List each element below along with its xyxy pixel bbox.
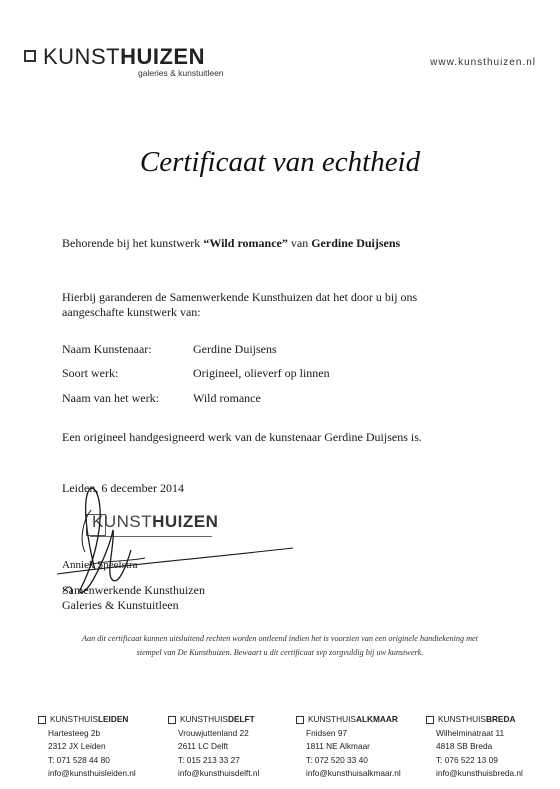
detail-value-title: Wild romance	[193, 391, 261, 405]
guarantee-paragraph: Hierbij garanderen de Samenwerkende Kunsthuizen dat het door u bij ons aangeschafte kunstwerk van:	[62, 290, 418, 319]
place-date: Leiden, 6 december 2014	[62, 481, 184, 495]
brand-name: KUNSTHUIZEN	[43, 44, 205, 69]
footer-location-breda: KUNSTHUIS BREDA Wilhelminatraat 11 4818 SB Breda T: 076 522 13 09 info@kunsthuisbreda.nl	[426, 713, 551, 780]
signer-name: Annick Speelstra	[62, 559, 138, 571]
detail-label-artist: Naam Kunstenaar:	[62, 342, 152, 356]
intro-line: Behorende bij het kunstwerk “Wild romance” van Gerdine Duijsens	[62, 236, 401, 250]
brand-tagline: galeries & kunstuitleen	[138, 68, 224, 78]
footer-location-alkmaar: KUNSTHUIS ALKMAAR Fnidsen 97 1811 NE Alkmaar T: 072 520 33 40 info@kunsthuisalkmaar.nl	[296, 713, 421, 780]
checkbox-square-icon	[426, 716, 434, 724]
footer-location-leiden: KUNSTHUIS LEIDEN Hartesteeg 2b 2312 JX Leiden T: 071 528 44 80 info@kunsthuisleiden.nl	[38, 713, 163, 780]
footer-location-delft: KUNSTHUIS DELFT Vrouwjuttenland 22 2611 LC Delft T: 015 213 33 27 info@kunsthuisdelft.nl	[168, 713, 293, 780]
detail-label-title: Naam van het werk:	[62, 391, 159, 405]
detail-label-type: Soort werk:	[62, 366, 119, 380]
checkbox-square-icon	[38, 716, 46, 724]
artwork-name: “Wild romance”	[203, 236, 288, 250]
authenticity-statement: Een origineel handgesigneerd werk van de kunstenaar Gerdine Duijsens is.	[62, 430, 422, 444]
organisation-subtitle: Galeries & Kunstuitleen	[62, 598, 179, 612]
checkbox-square-icon	[296, 716, 304, 724]
stamp-text: KUNSTHUIZEN	[92, 512, 219, 531]
detail-value-artist: Gerdine Duijsens	[193, 342, 277, 356]
organisation-name: Samenwerkende Kunsthuizen	[62, 583, 205, 597]
checkbox-square-icon	[168, 716, 176, 724]
logo-square-icon	[24, 50, 36, 62]
website-url: www.kunsthuizen.nl	[430, 57, 536, 68]
detail-value-type: Origineel, olieverf op linnen	[193, 366, 330, 380]
disclaimer: Aan dit certificaat kunnen uitsluitend rechten worden ontleend indien het is voorzien van een originele handtekening met stempel van De Kunsthuizen. Bewaart u dit certificaat svp zorgvuldig bij uw kunstwerk.	[82, 634, 478, 657]
document-title: Certificaat van echtheid	[139, 146, 421, 178]
artist-name: Gerdine Duijsens	[311, 236, 401, 250]
